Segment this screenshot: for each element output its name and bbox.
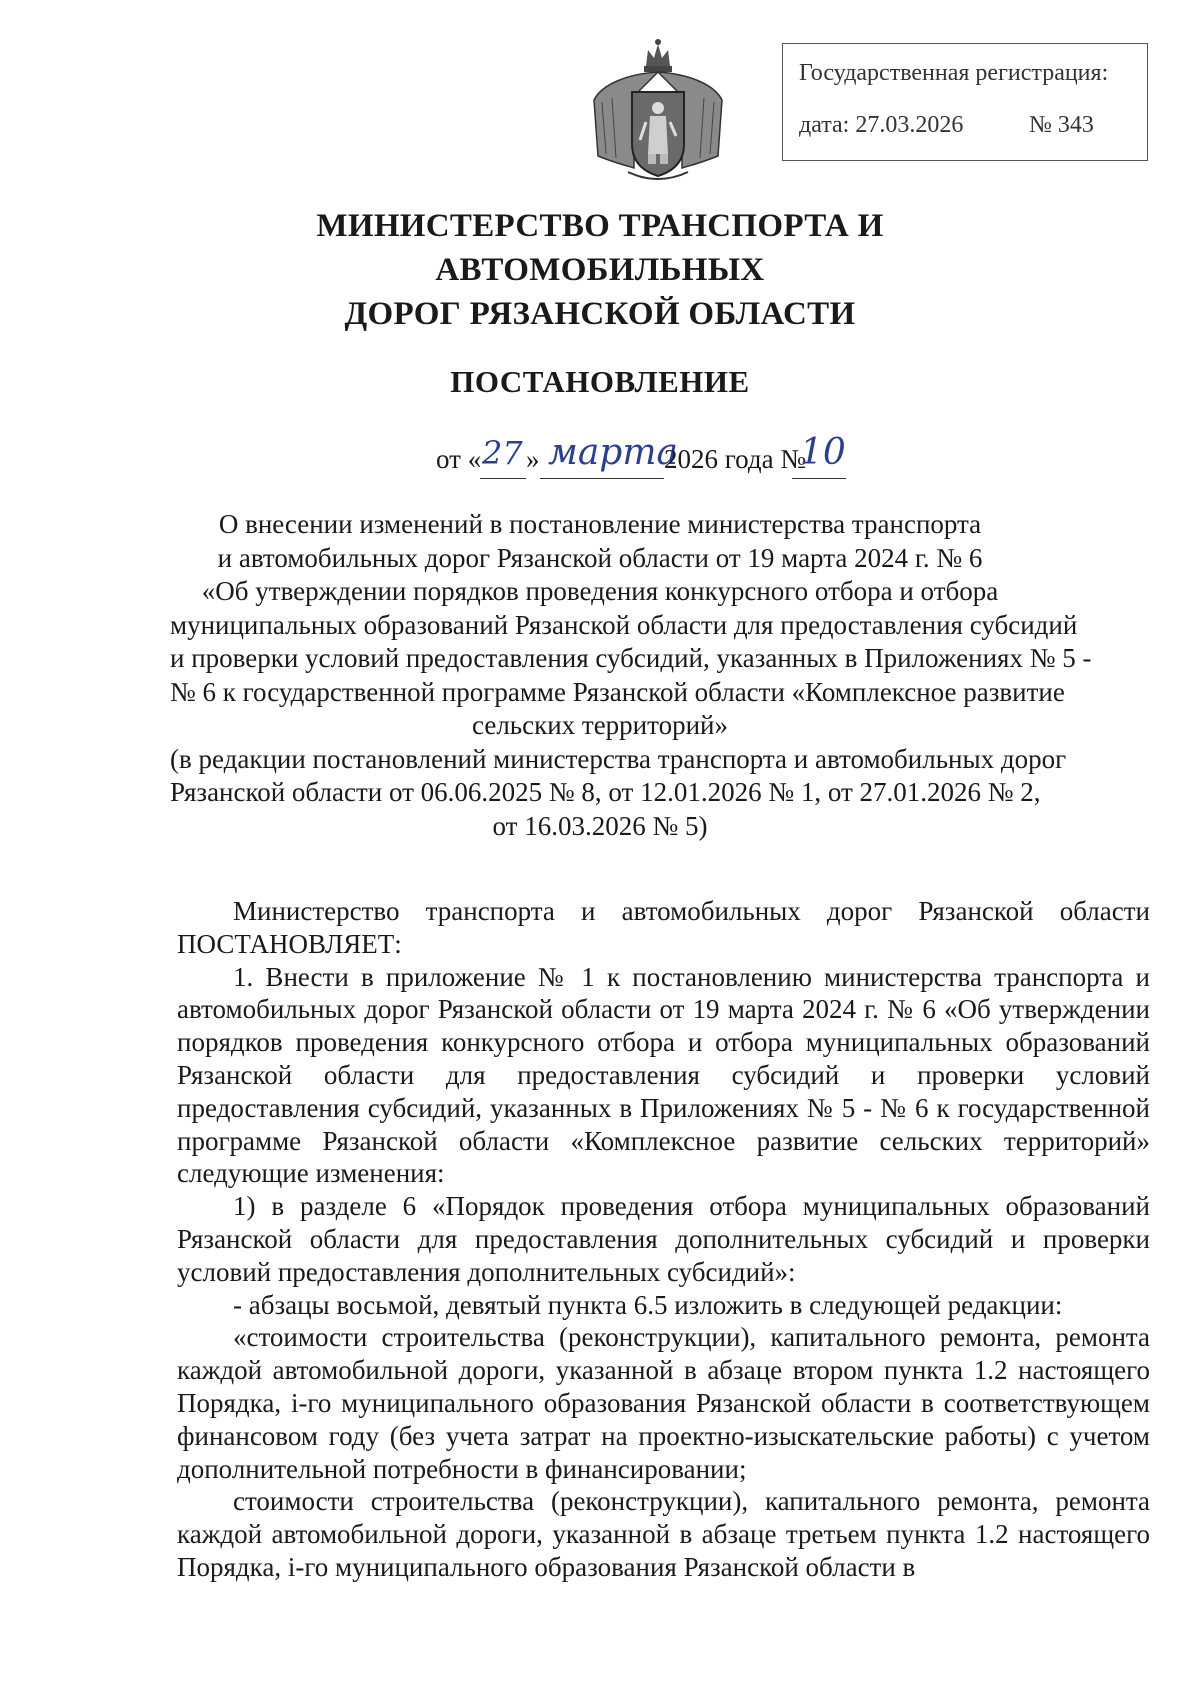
subject-line: (в редакции постановлений министерства транспорта и автомобильных дорог <box>170 743 1067 774</box>
registration-heading: Государственная регистрация: <box>799 60 1109 86</box>
body-quote-2: стоимости строительства (реконструкции), капитального ремонта, ремонта каждой автомобильной дороги, указанной в абзаце третьем пункта 1.2 настоящего Порядка, i-го муниципального образования Рязанской области в <box>177 1486 1150 1582</box>
body-bullet: - абзацы восьмой, девятый пункта 6.5 изложить в следующей редакции: <box>233 1289 1063 1320</box>
document-subject <box>170 508 1092 843</box>
handwritten-number: 10 <box>800 432 846 473</box>
subject-line: муниципальных образований Рязанской области для предоставления субсидий <box>170 609 1078 640</box>
subject-line: сельских территорий» <box>472 710 728 740</box>
body-quote-1: «стоимости строительства (реконструкции), капитального ремонта, ремонта каждой автомобильной дороги, указанной в абзаце втором пункта 1.2 настоящего Порядка, i-го муниципального образования Рязанской области в соответствующем финансовом году (без учета затрат на проектно-изыскательские работы) с учетом дополнительной потребности в финансировании; <box>177 1322 1150 1484</box>
subject-line: № 6 к государственной программе Рязанской области «Комплексное развитие <box>170 676 1065 707</box>
subject-line: Рязанской области от 06.06.2025 № 8, от 12.01.2026 № 1, от 27.01.2026 № 2, <box>170 777 1041 807</box>
date-year-text: 2026 года № <box>664 444 807 474</box>
registration-stamp <box>782 43 1148 161</box>
body-intro: Министерство транспорта и автомобильных дорог Рязанской области <box>233 896 1150 926</box>
subject-line: от 16.03.2026 № 5) <box>492 810 708 841</box>
body-item-1: 1. Внести в приложение № 1 к постановлению министерства транспорта и автомобильных дорог Рязанской области от 19 марта 2024 г. № 6 «Об утверждении порядков проведения конкурсного отбора и отбора муниципальных образований Рязанской области для предоставления субсидий и проверки условий предоставления субсидий, указанных в Приложениях № 5 - № 6 к государственной программе Рязанской области «Комплексное развитие сельских территорий» следующие изменения: <box>177 961 1150 1189</box>
date-line <box>200 432 1000 488</box>
document-type: ПОСТАНОВЛЕНИЕ <box>450 364 750 399</box>
document-body <box>177 895 1150 1584</box>
subject-line: «Об утверждении порядков проведения конкурсного отбора и отбора <box>201 576 999 606</box>
date-prefix: от « <box>436 444 482 474</box>
subject-line: и автомобильных дорог Рязанской области от 19 марта 2024 г. № 6 <box>217 542 983 573</box>
body-decree: ПОСТАНОВЛЯЕТ: <box>177 928 402 959</box>
ministry-name <box>150 204 1050 336</box>
subject-line: и проверки условий предоставления субсидий, указанных в Приложениях № 5 - <box>170 643 1092 673</box>
registration-date: дата: 27.03.2026 <box>799 112 964 138</box>
subject-line: О внесении изменений в постановление министерства транспорта <box>218 509 982 539</box>
registration-number: № 343 <box>1029 112 1094 138</box>
date-close-quote: » <box>526 444 540 474</box>
body-item-1-1: 1) в разделе 6 «Порядок проведения отбора муниципальных образований Рязанской области для предоставления дополнительных субсидий и проверки условий предоставления дополнительных субсидий»: <box>177 1191 1150 1287</box>
ministry-name-line1: МИНИСТЕРСТВО ТРАНСПОРТА И АВТОМОБИЛЬНЫХ <box>316 208 884 288</box>
handwritten-month: марта <box>548 432 678 473</box>
ministry-name-line2: ДОРОГ РЯЗАНСКОЙ ОБЛАСТИ <box>344 296 856 332</box>
handwritten-day: 27 <box>482 434 523 472</box>
coat-of-arms-icon <box>588 36 728 186</box>
